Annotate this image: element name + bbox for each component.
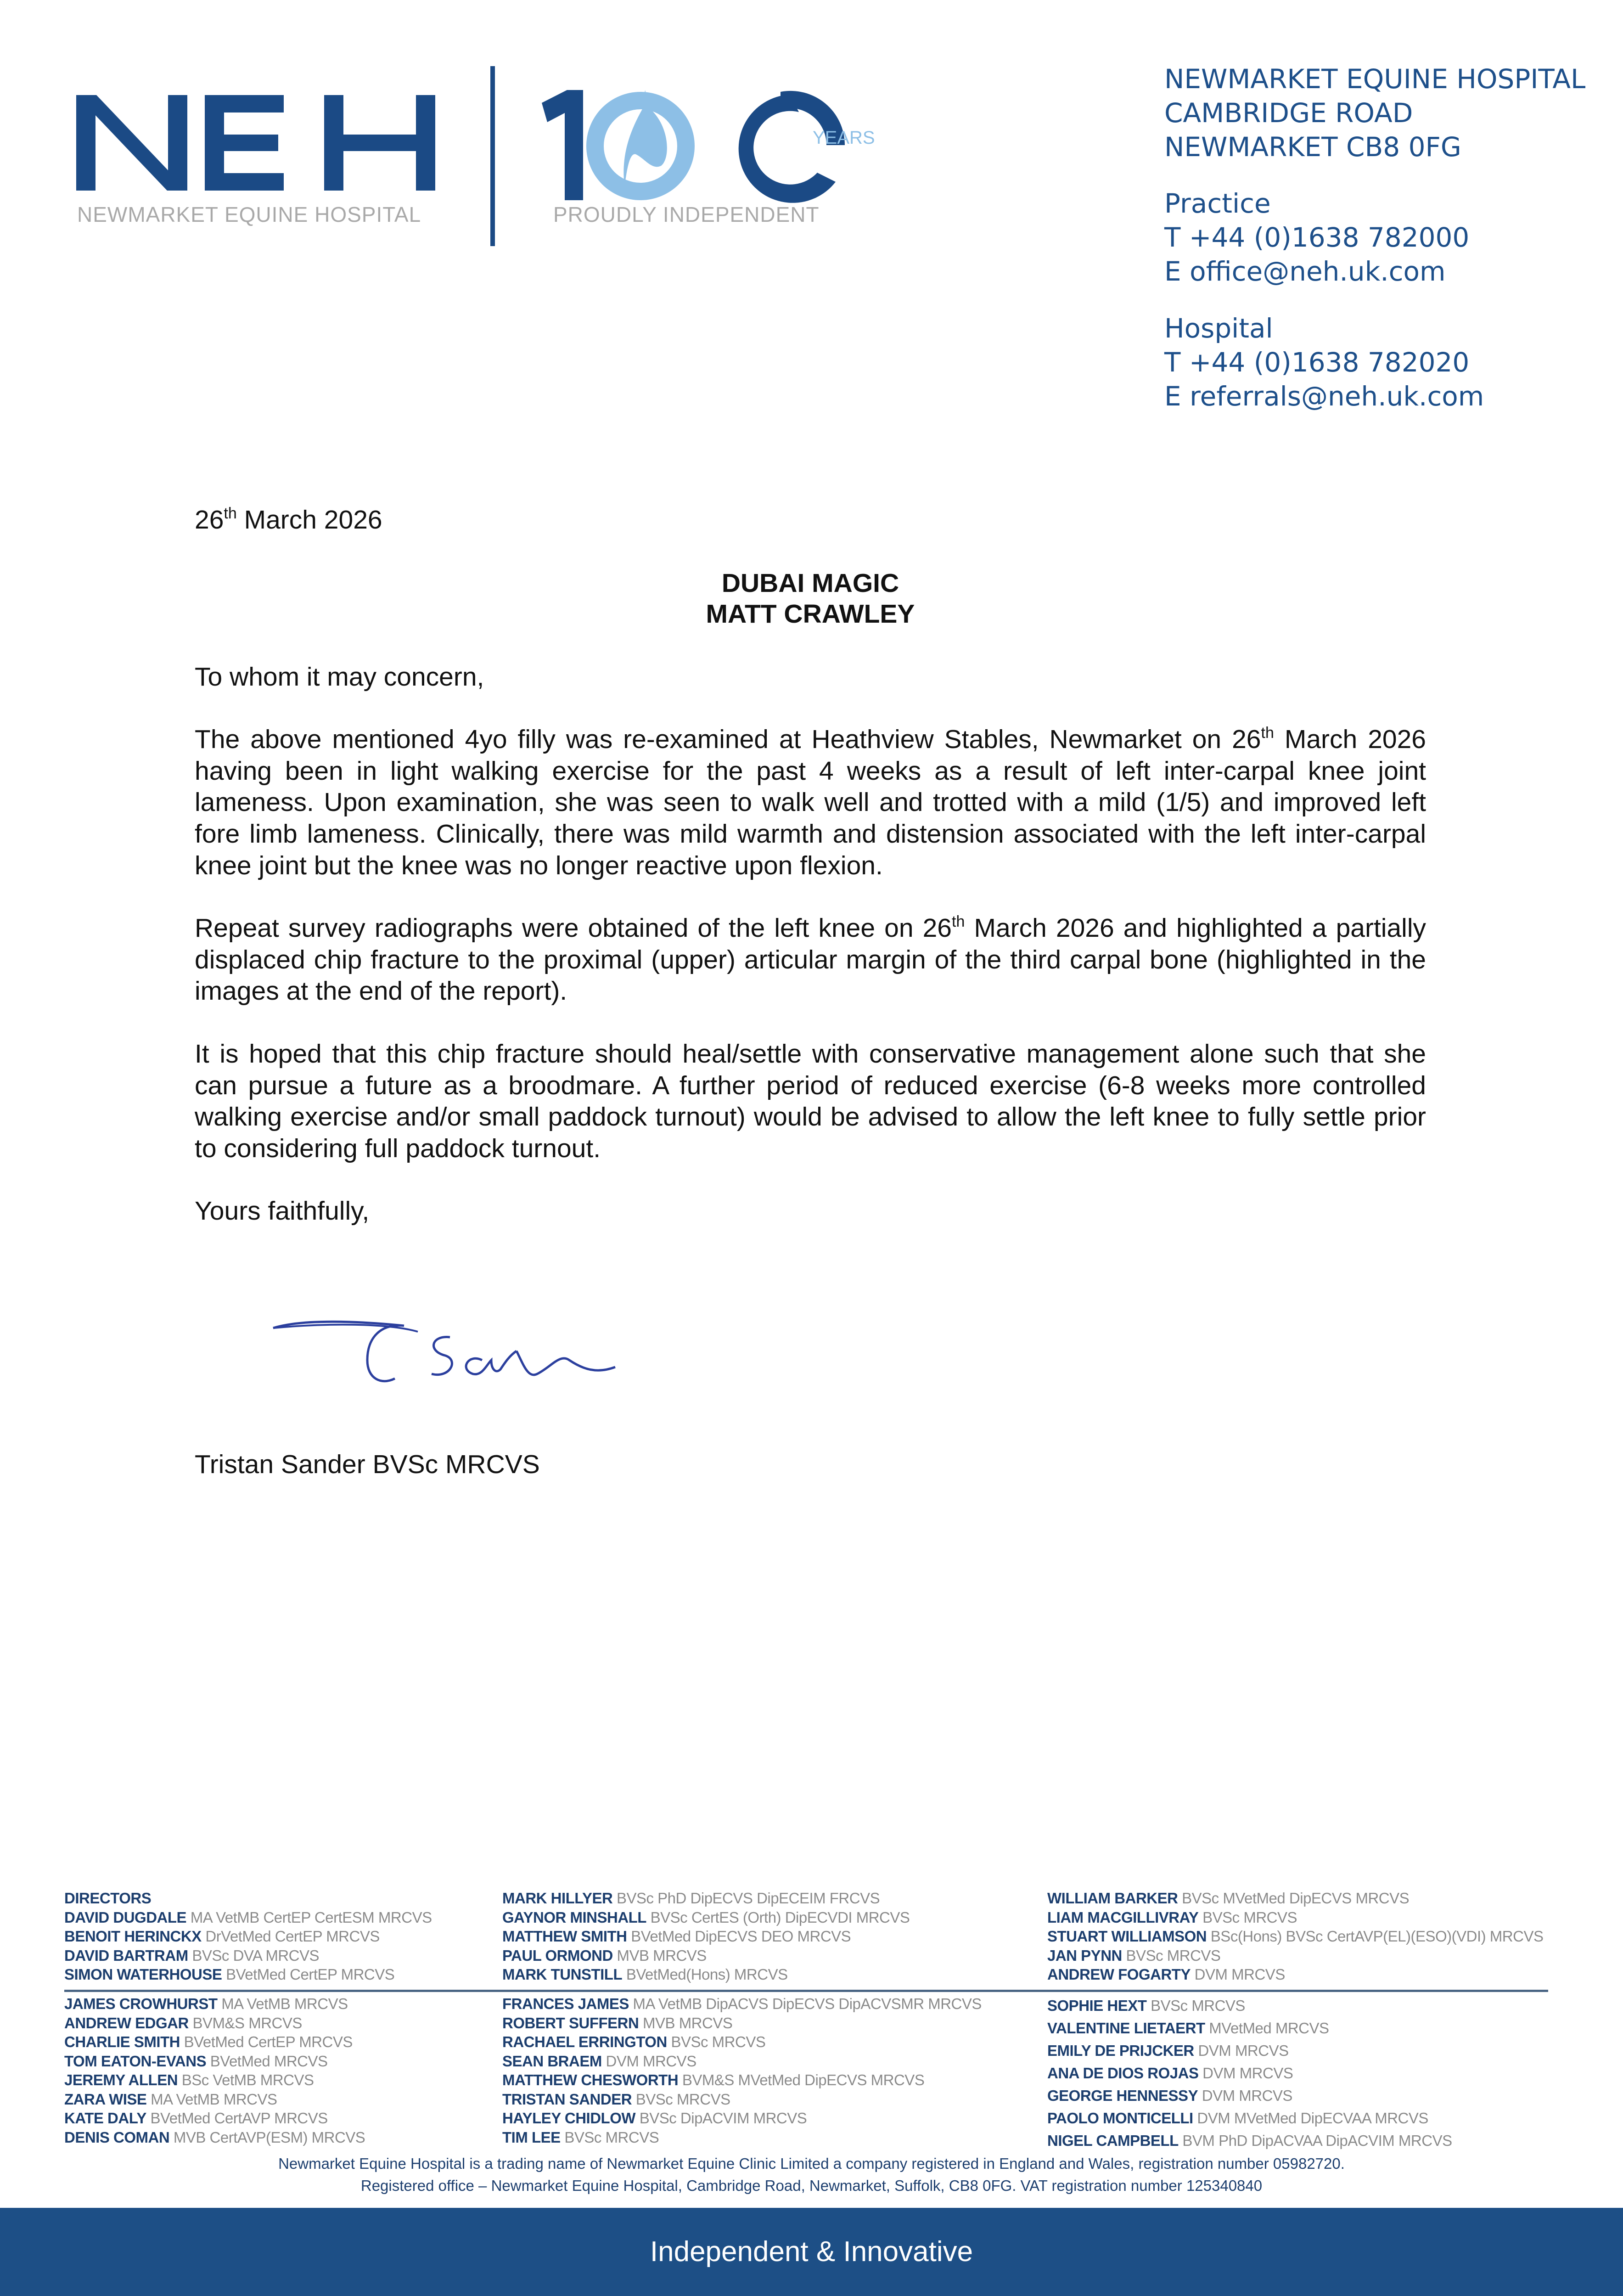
footer-col-2-top (502, 1889, 910, 1984)
logo-subtitle: NEWMARKET EQUINE HOSPITAL (77, 203, 421, 226)
address-block (1164, 62, 1585, 164)
staff-name: SOPHIE HEXT (1047, 1997, 1147, 2014)
hospital-phone: T +44 (0)1638 782020 (1164, 347, 1470, 378)
staff-qualifications: BVSc MRCVS (1151, 1997, 1245, 2014)
staff-qualifications: DrVetMed CertEP MRCVS (205, 1928, 380, 1945)
staff-qualifications: DVM MVetMed DipECVAA MRCVS (1197, 2110, 1428, 2127)
staff-name: TRISTAN SANDER (502, 2090, 632, 2108)
closing: Yours faithfully, (195, 1196, 370, 1226)
staff-entry (502, 2014, 982, 2033)
neh-logo (76, 95, 435, 191)
staff-name: FRANCES JAMES (502, 1995, 629, 2012)
staff-entry (1047, 2107, 1452, 2129)
staff-qualifications: BVetMed DipECVS DEO MRCVS (631, 1928, 851, 1945)
staff-qualifications: MA VetMB DipACVS DipECVS DipACVSMR MRCVS (633, 1995, 982, 2012)
staff-qualifications: MVB MRCVS (643, 2014, 733, 2032)
practice-phone: T +44 (0)1638 782000 (1164, 222, 1470, 253)
staff-entry (1047, 1965, 1543, 1984)
staff-entry (64, 1994, 365, 2014)
staff-entry (64, 1927, 432, 1946)
staff-entry (502, 2128, 982, 2147)
staff-entry (64, 1965, 432, 1984)
staff-qualifications: DVM MRCVS (1198, 2042, 1289, 2059)
staff-qualifications: MVB CertAVP(ESM) MRCVS (173, 2128, 365, 2146)
staff-qualifications: BVSc DipACVIM MRCVS (639, 2110, 807, 2127)
staff-entry (64, 2109, 365, 2128)
staff-name: GEORGE HENNESSY (1047, 2087, 1198, 2104)
footer-col-3-top (1047, 1889, 1543, 1984)
staff-qualifications: BVetMed CertEP MRCVS (226, 1966, 395, 1983)
staff-qualifications: BVSc DVA MRCVS (192, 1947, 320, 1964)
paragraph-2: Repeat survey radiographs were obtained of the left knee on 26th March 2026 and highlighted a partially displaced chip fracture to the proximal (upper) articular margin of the third carpal bone (highlighted in the images at the end of the report). (195, 913, 1426, 1006)
footer-col-1-bottom (64, 1994, 365, 2147)
staff-qualifications: BVetMed CertEP MRCVS (184, 2033, 353, 2050)
staff-entry (64, 2071, 365, 2090)
staff-name: JAN PYNN (1047, 1947, 1122, 1964)
staff-qualifications: MVetMed MRCVS (1209, 2020, 1329, 2037)
staff-qualifications: MA VetMB MRCVS (151, 2090, 277, 2108)
staff-name: TIM LEE (502, 2128, 561, 2146)
staff-qualifications: DVM MRCVS (1194, 1966, 1285, 1983)
directors-label: DIRECTORS (64, 1890, 152, 1907)
staff-name: ANDREW FOGARTY (1047, 1966, 1191, 1983)
letter-title-horse: DUBAI MAGIC (721, 568, 899, 598)
staff-entry (502, 2109, 982, 2128)
signature (266, 1310, 624, 1401)
staff-qualifications: BVSc MRCVS (671, 2033, 766, 2050)
staff-qualifications: BVSc MVetMed DipECVS MRCVS (1182, 1890, 1410, 1907)
staff-entry (1047, 2017, 1452, 2039)
staff-qualifications: BVSc MRCVS (1126, 1947, 1221, 1964)
staff-entry (1047, 2084, 1452, 2107)
logo-tagline: PROUDLY INDEPENDENT (553, 203, 820, 226)
staff-name: DAVID BARTRAM (64, 1947, 188, 1964)
staff-name: BENOIT HERINCKX (64, 1928, 202, 1945)
address-line: NEWMARKET CB8 0FG (1164, 131, 1461, 163)
staff-qualifications: BVM PhD DipACVAA DipACVIM MRCVS (1182, 2132, 1452, 2149)
years-text: YEARS (813, 128, 875, 148)
letter-title-owner: MATT CRAWLEY (706, 599, 915, 629)
staff-entry (502, 2032, 982, 2052)
staff-name: KATE DALY (64, 2110, 146, 2127)
letter-date: 26th March 2026 (195, 505, 382, 535)
staff-qualifications: BVSc MRCVS (635, 2090, 730, 2108)
footer-divider (64, 1990, 1548, 1992)
staff-name: VALENTINE LIETAERT (1047, 2020, 1205, 2037)
staff-qualifications: BVM&S MRCVS (192, 2014, 302, 2032)
staff-qualifications: DVM MRCVS (1202, 2087, 1292, 2104)
footer-col-3-bottom (1047, 1994, 1452, 2152)
staff-entry (64, 1946, 432, 1965)
staff-entry (502, 1908, 910, 1927)
staff-name: MARK TUNSTILL (502, 1966, 623, 1983)
staff-qualifications: DVM MRCVS (1202, 2065, 1293, 2082)
hospital-label: Hospital (1164, 313, 1273, 344)
staff-name: MATTHEW SMITH (502, 1928, 627, 1945)
staff-name: DAVID DUGDALE (64, 1908, 187, 1926)
staff-name: TOM EATON-EVANS (64, 2052, 207, 2070)
staff-entry (64, 2032, 365, 2052)
staff-name: DENIS COMAN (64, 2128, 170, 2146)
paragraph-1: The above mentioned 4yo filly was re-examined at Heathview Stables, Newmarket on 26th March 2026 having been in light walking exercise for the past 4 weeks as a result of left inter-carpal knee joint lameness. Upon examination, she was seen to walk well and trotted with a mild (1/5) and improved left fore limb lameness. Clinically, there was mild warmth and distension associated with the left inter-carpal knee joint but the knee was no longer reactive upon flexion. (195, 724, 1426, 880)
staff-entry (64, 1908, 432, 1927)
staff-entry (502, 2071, 982, 2090)
staff-qualifications: BVSc PhD DipECVS DipECEIM FRCVS (616, 1890, 880, 1907)
staff-entry (502, 1994, 982, 2014)
hospital-email: E referrals@neh.uk.com (1164, 381, 1484, 412)
paragraph-3: It is hoped that this chip fracture should heal/settle with conservative management alone such that she can pursue a future as a broodmare. A further period of reduced exercise (6-8 weeks more controlled walking exercise and/or small paddock turnout) would be advised to allow the left knee to fully settle prior to considering full paddock turnout. (195, 1039, 1426, 1163)
staff-name: HAYLEY CHIDLOW (502, 2110, 636, 2127)
footer-col-1-top (64, 1889, 432, 1984)
staff-entry (502, 2090, 982, 2109)
staff-entry (64, 2128, 365, 2147)
company-registration: Newmarket Equine Hospital is a trading name of Newmarket Equine Clinic Limited a company registered in England and Wales, registration number 05982720. (278, 2155, 1345, 2172)
logo-divider (490, 66, 495, 246)
staff-qualifications: DVM MRCVS (606, 2052, 696, 2070)
staff-name: PAUL ORMOND (502, 1947, 613, 1964)
staff-qualifications: BVM&S MVetMed DipECVS MRCVS (682, 2071, 925, 2088)
staff-qualifications: BVSc MRCVS (1202, 1908, 1297, 1926)
staff-name: JAMES CROWHURST (64, 1995, 218, 2012)
staff-entry (64, 2014, 365, 2033)
practice-label: Practice (1164, 188, 1271, 219)
staff-name: LIAM MACGILLIVRAY (1047, 1908, 1199, 1926)
address-line: NEWMARKET EQUINE HOSPITAL (1164, 63, 1586, 95)
staff-entry (1047, 1908, 1543, 1927)
staff-name: ROBERT SUFFERN (502, 2014, 639, 2032)
staff-entry (502, 1965, 910, 1984)
staff-entry (1047, 1927, 1543, 1946)
staff-name: ANDREW EDGAR (64, 2014, 189, 2032)
staff-entry (1047, 2039, 1452, 2062)
staff-name: WILLIAM BARKER (1047, 1890, 1178, 1907)
registered-office: Registered office – Newmarket Equine Hospital, Cambridge Road, Newmarket, Suffolk, CB8 0FG. VAT registration number 125340840 (360, 2177, 1263, 2194)
staff-qualifications: MVB MRCVS (617, 1947, 707, 1964)
staff-entry (64, 2090, 365, 2109)
staff-entry (502, 1889, 910, 1908)
staff-entry (1047, 1994, 1452, 2017)
staff-name: ZARA WISE (64, 2090, 147, 2108)
staff-name: EMILY DE PRIJCKER (1047, 2042, 1194, 2059)
staff-entry (1047, 2129, 1452, 2152)
signatory: Tristan Sander BVSc MRCVS (195, 1449, 540, 1479)
staff-name: MARK HILLYER (502, 1890, 613, 1907)
staff-name: RACHAEL ERRINGTON (502, 2033, 667, 2050)
staff-entry (502, 1927, 910, 1946)
address-line: CAMBRIDGE ROAD (1164, 97, 1413, 129)
staff-name: JEREMY ALLEN (64, 2071, 178, 2088)
footer-col-2-bottom (502, 1994, 982, 2147)
staff-entry (502, 2052, 982, 2071)
staff-entry (1047, 1889, 1543, 1908)
staff-qualifications: BVetMed(Hons) MRCVS (626, 1966, 788, 1983)
staff-entry (1047, 1946, 1543, 1965)
salutation: To whom it may concern, (195, 662, 484, 692)
centenary-logo (533, 90, 875, 200)
staff-entry (502, 1946, 910, 1965)
staff-qualifications: MA VetMB MRCVS (221, 1995, 348, 2012)
staff-name: MATTHEW CHESWORTH (502, 2071, 679, 2088)
footer-tagline-bar: Independent & Innovative (0, 2208, 1623, 2296)
staff-qualifications: BVetMed CertAVP MRCVS (150, 2110, 328, 2127)
hospital-contact (1164, 311, 1484, 413)
staff-qualifications: BVSc CertES (Orth) DipECVDI MRCVS (650, 1908, 910, 1926)
practice-email: E office@neh.uk.com (1164, 256, 1446, 287)
staff-qualifications: BSc(Hons) BVSc CertAVP(EL)(ESO)(VDI) MRCVS (1210, 1928, 1544, 1945)
staff-name: SEAN BRAEM (502, 2052, 602, 2070)
practice-contact (1164, 186, 1469, 288)
letter-body (195, 504, 1426, 1480)
staff-qualifications: BSc VetMB MRCVS (181, 2071, 314, 2088)
staff-entry (1047, 2062, 1452, 2084)
staff-name: GAYNOR MINSHALL (502, 1908, 646, 1926)
staff-entry (64, 2052, 365, 2071)
staff-name: STUART WILLIAMSON (1047, 1928, 1207, 1945)
staff-qualifications: BVetMed MRCVS (210, 2052, 328, 2070)
staff-name: ANA DE DIOS ROJAS (1047, 2065, 1199, 2082)
staff-name: NIGEL CAMPBELL (1047, 2132, 1179, 2149)
staff-name: CHARLIE SMITH (64, 2033, 180, 2050)
staff-name: PAOLO MONTICELLI (1047, 2110, 1193, 2127)
staff-name: SIMON WATERHOUSE (64, 1966, 222, 1983)
staff-qualifications: BVSc MRCVS (564, 2128, 659, 2146)
staff-qualifications: MA VetMB CertEP CertESM MRCVS (190, 1908, 432, 1926)
